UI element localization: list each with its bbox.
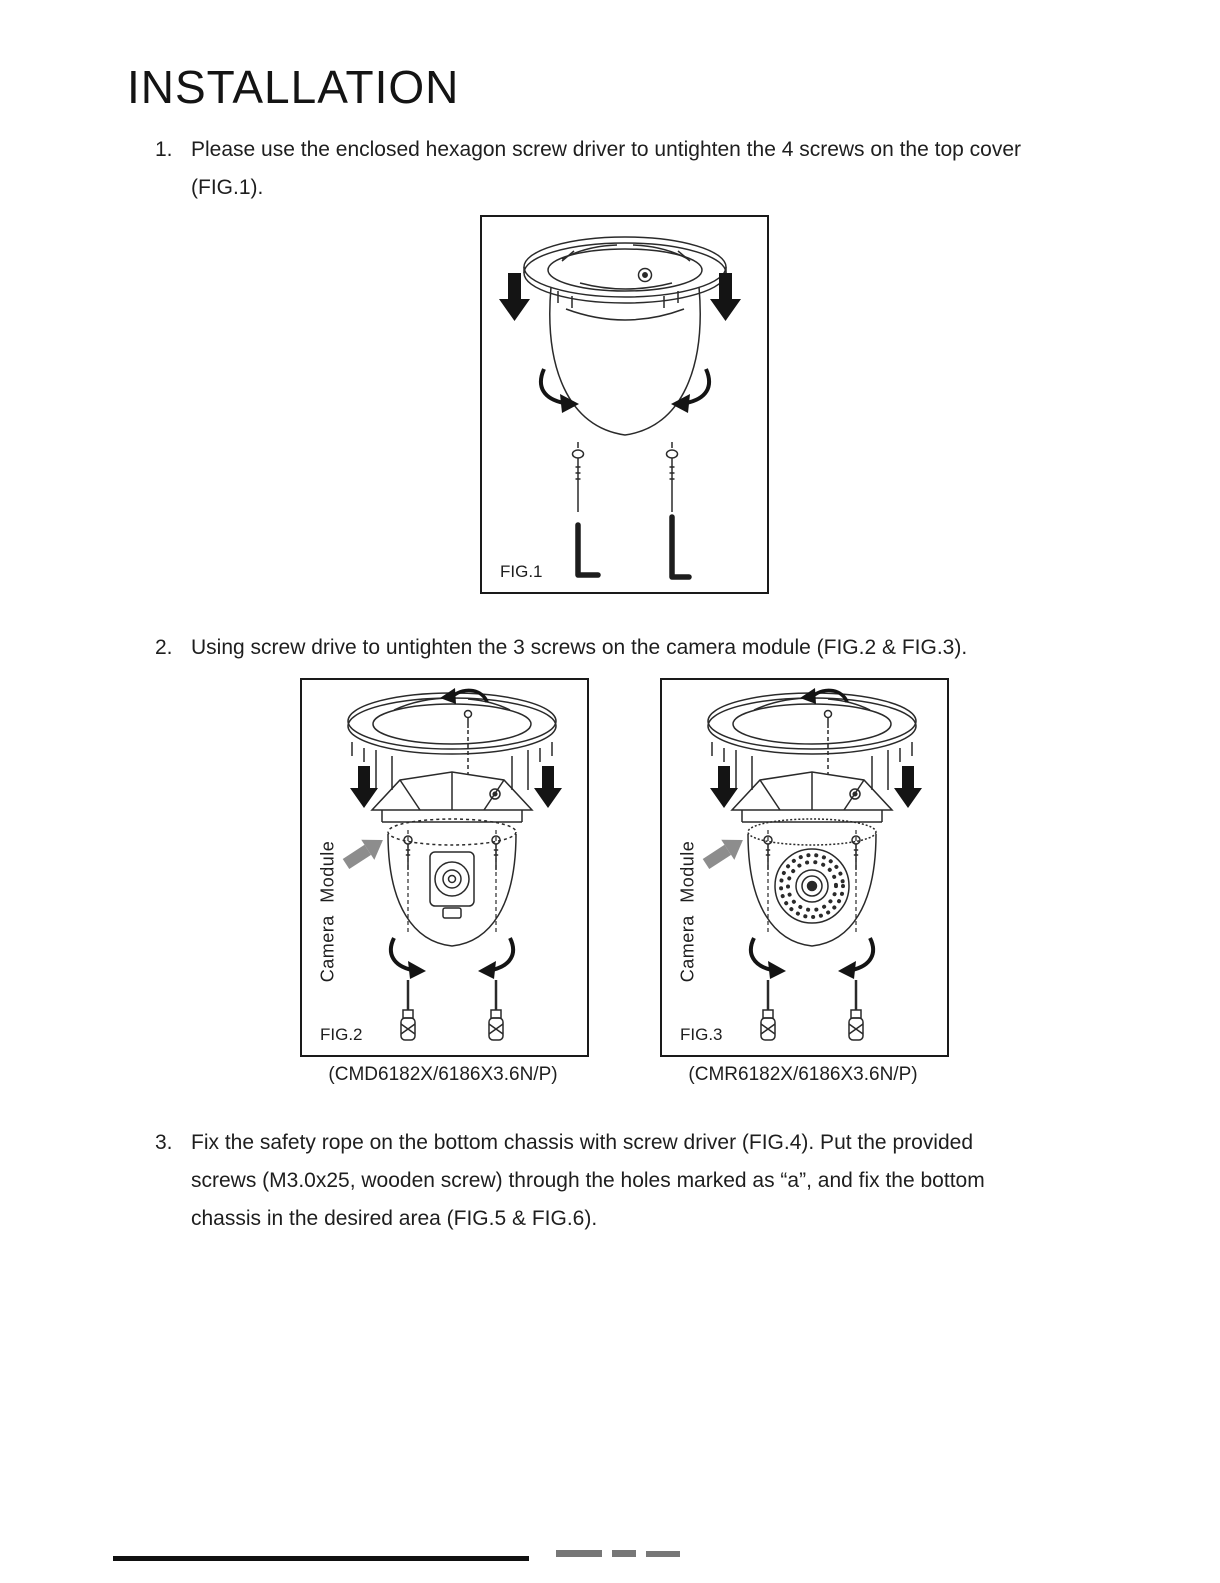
fig3-caption: (CMR6182X/6186X3.6N/P): [688, 1064, 918, 1085]
screwdriver-icon: [761, 980, 863, 1040]
fig1-drawing: [482, 217, 767, 592]
figure-1: [480, 215, 769, 594]
step-text-line: Using screw drive to untighten the 3 screws on the camera module (FIG.2 & FIG.3).: [191, 636, 968, 659]
step-text-line: Please use the enclosed hexagon screw driver to untighten the 4 screws on the top cover: [191, 138, 1021, 161]
camera-module-arrow-icon: [699, 830, 749, 874]
hex-key-icon: [578, 517, 689, 577]
step-1-number: 1.: [155, 138, 173, 161]
figure-2: [300, 678, 589, 1057]
step-3: [155, 1124, 1135, 1238]
figure-label: FIG.2: [320, 1025, 367, 1045]
step-1: [155, 131, 1135, 207]
fig3-drawing: [662, 680, 947, 1055]
step-2-number: 2.: [155, 636, 173, 659]
fig2-caption: (CMD6182X/6186X3.6N/P): [328, 1064, 558, 1085]
fig2-drawing: [302, 680, 587, 1055]
camera-module-label: Camera Module: [677, 840, 698, 983]
camera-module-arrow-icon: [339, 830, 389, 874]
step-text-line: screws (M3.0x25, wooden screw) through the holes marked as “a”, and fix the bottom: [191, 1169, 985, 1192]
figure-label: FIG.1: [500, 562, 547, 582]
screwdriver-icon: [401, 980, 503, 1040]
step-2: [155, 629, 1135, 667]
footer-rule: [113, 1556, 529, 1561]
figure-label: FIG.3: [680, 1025, 727, 1045]
figure-3: [660, 678, 949, 1057]
footer-smudge: [556, 1550, 680, 1557]
camera-module-label: Camera Module: [317, 840, 338, 983]
step-text-line: chassis in the desired area (FIG.5 & FIG.6).: [191, 1207, 598, 1230]
page-title: INSTALLATION: [127, 61, 460, 113]
screw-icon: [573, 442, 678, 512]
step-text-line: (FIG.1).: [191, 176, 264, 199]
step-3-number: 3.: [155, 1131, 173, 1154]
step-text-line: Fix the safety rope on the bottom chassis with screw driver (FIG.4). Put the provided: [191, 1131, 973, 1154]
